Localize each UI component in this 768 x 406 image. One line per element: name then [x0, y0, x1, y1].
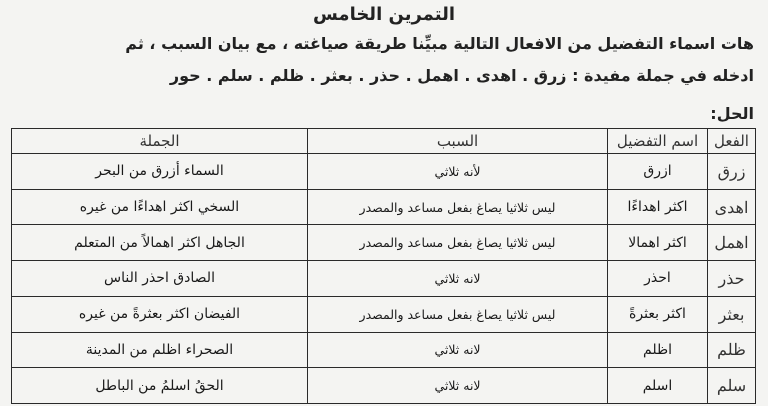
superlative-cell: اظلم [608, 332, 708, 368]
header-verb: الفعل [708, 129, 756, 154]
header-row [12, 129, 756, 154]
reason-cell: لأنه ثلاثي [308, 154, 608, 190]
verb-cell: سلم [708, 368, 756, 404]
superlative-cell: اكثر اهمالا [608, 225, 708, 261]
superlative-cell: ازرق [608, 154, 708, 190]
superlative-cell: اكثر اهداءًا [608, 189, 708, 225]
verb-cell: اهمل [708, 225, 756, 261]
verb-cell: بعثر [708, 296, 756, 332]
reason-cell: ليس ثلاثيا يصاغ بفعل مساعد والمصدر [308, 225, 608, 261]
table-row [12, 368, 756, 404]
header-sentence: الجملة [12, 129, 308, 154]
superlative-cell: احذر [608, 261, 708, 297]
reason-cell: لانه ثلاثي [308, 368, 608, 404]
exercise-title: التمرين الخامس [312, 4, 455, 25]
instruction-line-1: هات اسماء التفضيل من الافعال التالية مبيِّنا طريقة صياغته ، مع بيان السبب ، ثم [125, 34, 754, 53]
table-row [12, 154, 756, 190]
verb-cell: اهدى [708, 189, 756, 225]
table-row [12, 261, 756, 297]
table-row [12, 296, 756, 332]
reason-cell: ليس ثلاثيا يصاغ بفعل مساعد والمصدر [308, 296, 608, 332]
verb-cell: ظلم [708, 332, 756, 368]
reason-cell: لانه ثلاثي [308, 332, 608, 368]
sentence-cell: الصحراء اظلم من المدينة [12, 332, 308, 368]
reason-cell: لانه ثلاثي [308, 261, 608, 297]
sentence-cell: الفيضان اكثر بعثرةً من غيره [12, 296, 308, 332]
solution-label: الحل: [710, 104, 754, 123]
answer-table [11, 128, 756, 404]
verb-cell: حذر [708, 261, 756, 297]
sentence-cell: السماء أزرق من البحر [12, 154, 308, 190]
superlative-cell: اسلم [608, 368, 708, 404]
sentence-cell: السخي اكثر اهداءًا من غيره [12, 189, 308, 225]
header-superlative: اسم التفضيل [608, 129, 708, 154]
sentence-cell: الحقُ اسلمُ من الباطل [12, 368, 308, 404]
header-reason: السبب [308, 129, 608, 154]
table-row [12, 332, 756, 368]
sentence-cell: الجاهل اكثر اهمالاً من المتعلم [12, 225, 308, 261]
table-row [12, 225, 756, 261]
superlative-cell: اكثر بعثرةً [608, 296, 708, 332]
verb-cell: زرق [708, 154, 756, 190]
reason-cell: ليس ثلاثيا يصاغ بفعل مساعد والمصدر [308, 189, 608, 225]
table-row [12, 189, 756, 225]
sentence-cell: الصادق احذر الناس [12, 261, 308, 297]
instruction-line-2: ادخله في جملة مفيدة : زرق . اهدى . اهمل . حذر . بعثر . ظلم . سلم . حور [169, 66, 754, 85]
